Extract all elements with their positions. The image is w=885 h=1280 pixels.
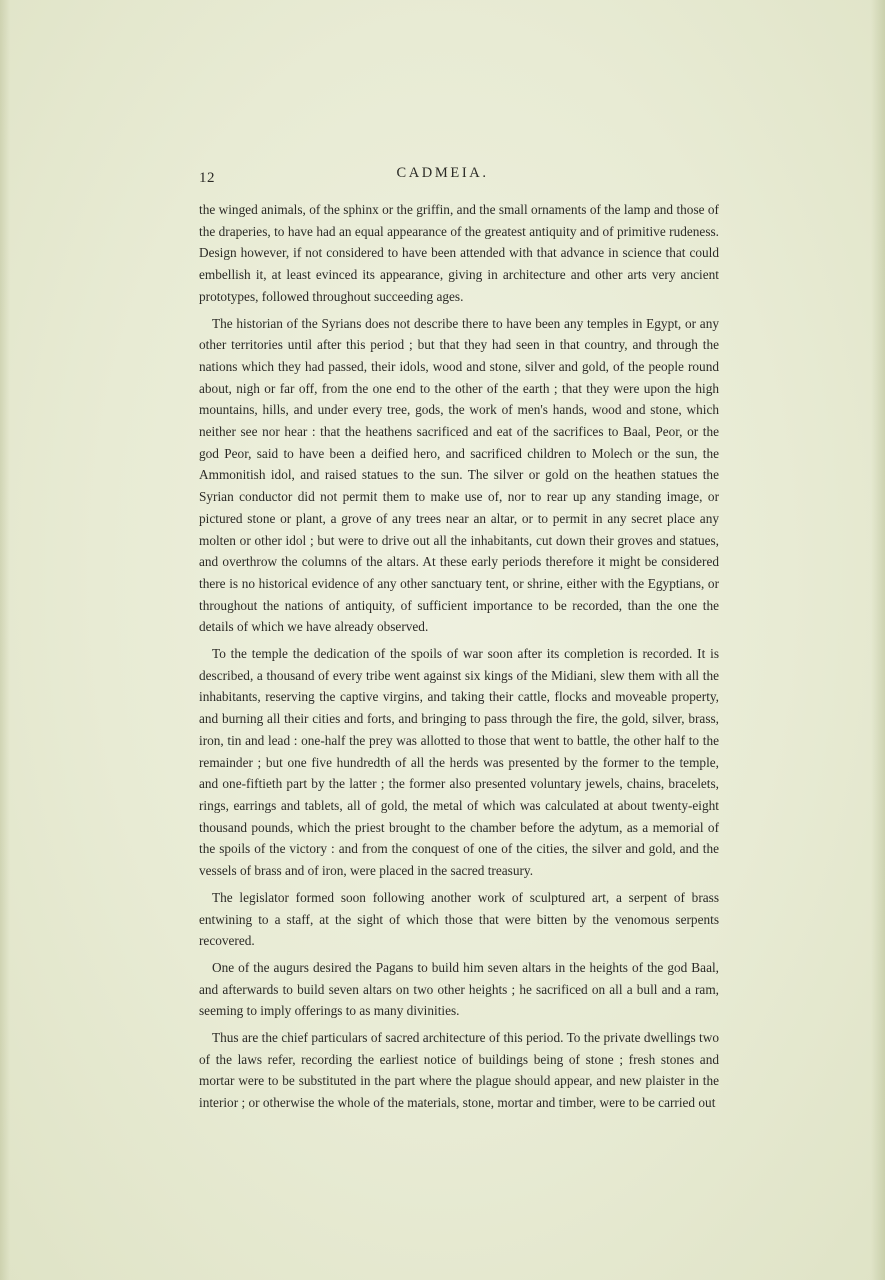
paragraph-5: One of the augurs desired the Pagans to build him seven altars in the heights of the god Baal, and afterwards to build seven altars on two other heights ; he sacrificed on all a bull and a ram, seeming to imply offerings to as many divinities. <box>199 959 719 1019</box>
body-text <box>199 199 719 1119</box>
running-title: CADMEIA. <box>396 165 489 181</box>
page-number: 12 <box>199 170 215 186</box>
paragraph-1: the winged animals, of the sphinx or the griffin, and the small ornaments of the lamp and those of the draperies, to have had an equal appearance of the greatest antiquity and of primitive rudeness. Design however, if not considered to have been attended with that advance in science that could embellish it, at least evinced its appearance, giving in architecture and other arts very ancient prototypes, followed throughout succeeding ages. <box>199 202 719 304</box>
paragraph-3: To the temple the dedication of the spoils of war soon after its completion is recorded. It is described, a thousand of every tribe went against six kings of the Midiani, slew them with all the inhabitants, reserving the captive virgins, and taking their cattle, flocks and moveable property, and burning all their cities and forts, and bringing to pass through the fire, the gold, silver, brass, iron, tin and lead : one-half the prey was allotted to those that went to battle, the other half to the remainder ; but one five hundredth of all the herds was presented by the former to the temple, and one-fiftieth part by the latter ; the former also presented voluntary jewels, chains, bracelets, rings, earrings and tablets, all of gold, the metal of which was calculated at about twenty-eight thousand pounds, which the priest brought to the chamber before the adytum, as a memorial of the spoils of the victory : and from the conquest of one of the cities, the silver and gold, and the vessels of brass and of iron, were placed in the sacred treasury. <box>199 646 719 879</box>
paragraph-4: The legislator formed soon following another work of sculptured art, a serpent of brass entwining to a staff, at the sight of which those that were bitten by the venomous serpents recovered. <box>199 889 719 949</box>
paragraph-6: Thus are the chief particulars of sacred architecture of this period. To the private dwellings two of the laws refer, recording the earliest notice of buildings being of stone ; fresh stones and mortar were to be substituted in the part where the plague should appear, and new plaister in the interior ; or otherwise the whole of the materials, stone, mortar and timber, were to be carried out <box>199 1030 719 1111</box>
paragraph-2: The historian of the Syrians does not describe there to have been any temples in Egypt, or any other territories until after this period ; but that they had seen in that country, and through the nations which they had passed, their idols, wood and stone, silver and gold, of the people round about, nigh or far off, from the one end to the other of the earth ; that they were upon the high mountains, hills, and under every tree, gods, the work of men's hands, wood and stone, which neither see nor hear : that the heathens sacrificed and eat of the sacrifices to Baal, Peor, or the god Peor, said to have been a deified hero, and sacrificed children to Molech or the sun, the Ammonitish idol, and raised statues to the sun. The silver or gold on the heathen statues the Syrian conductor did not permit them to make use of, nor to rear up any standing image, or pictured stone or plant, a grove of any trees near an altar, or to permit in any secret place any molten or other idol ; but were to drive out all the inhabitants, cut down their groves and statues, and overthrow the columns of the altars. At these early periods therefore it might be considered there is no historical evidence of any other sanctuary tent, or shrine, either with the Egyptians, or throughout the nations of antiquity, of sufficient importance to be recorded, than the one the details of which we have already observed. <box>199 315 719 635</box>
